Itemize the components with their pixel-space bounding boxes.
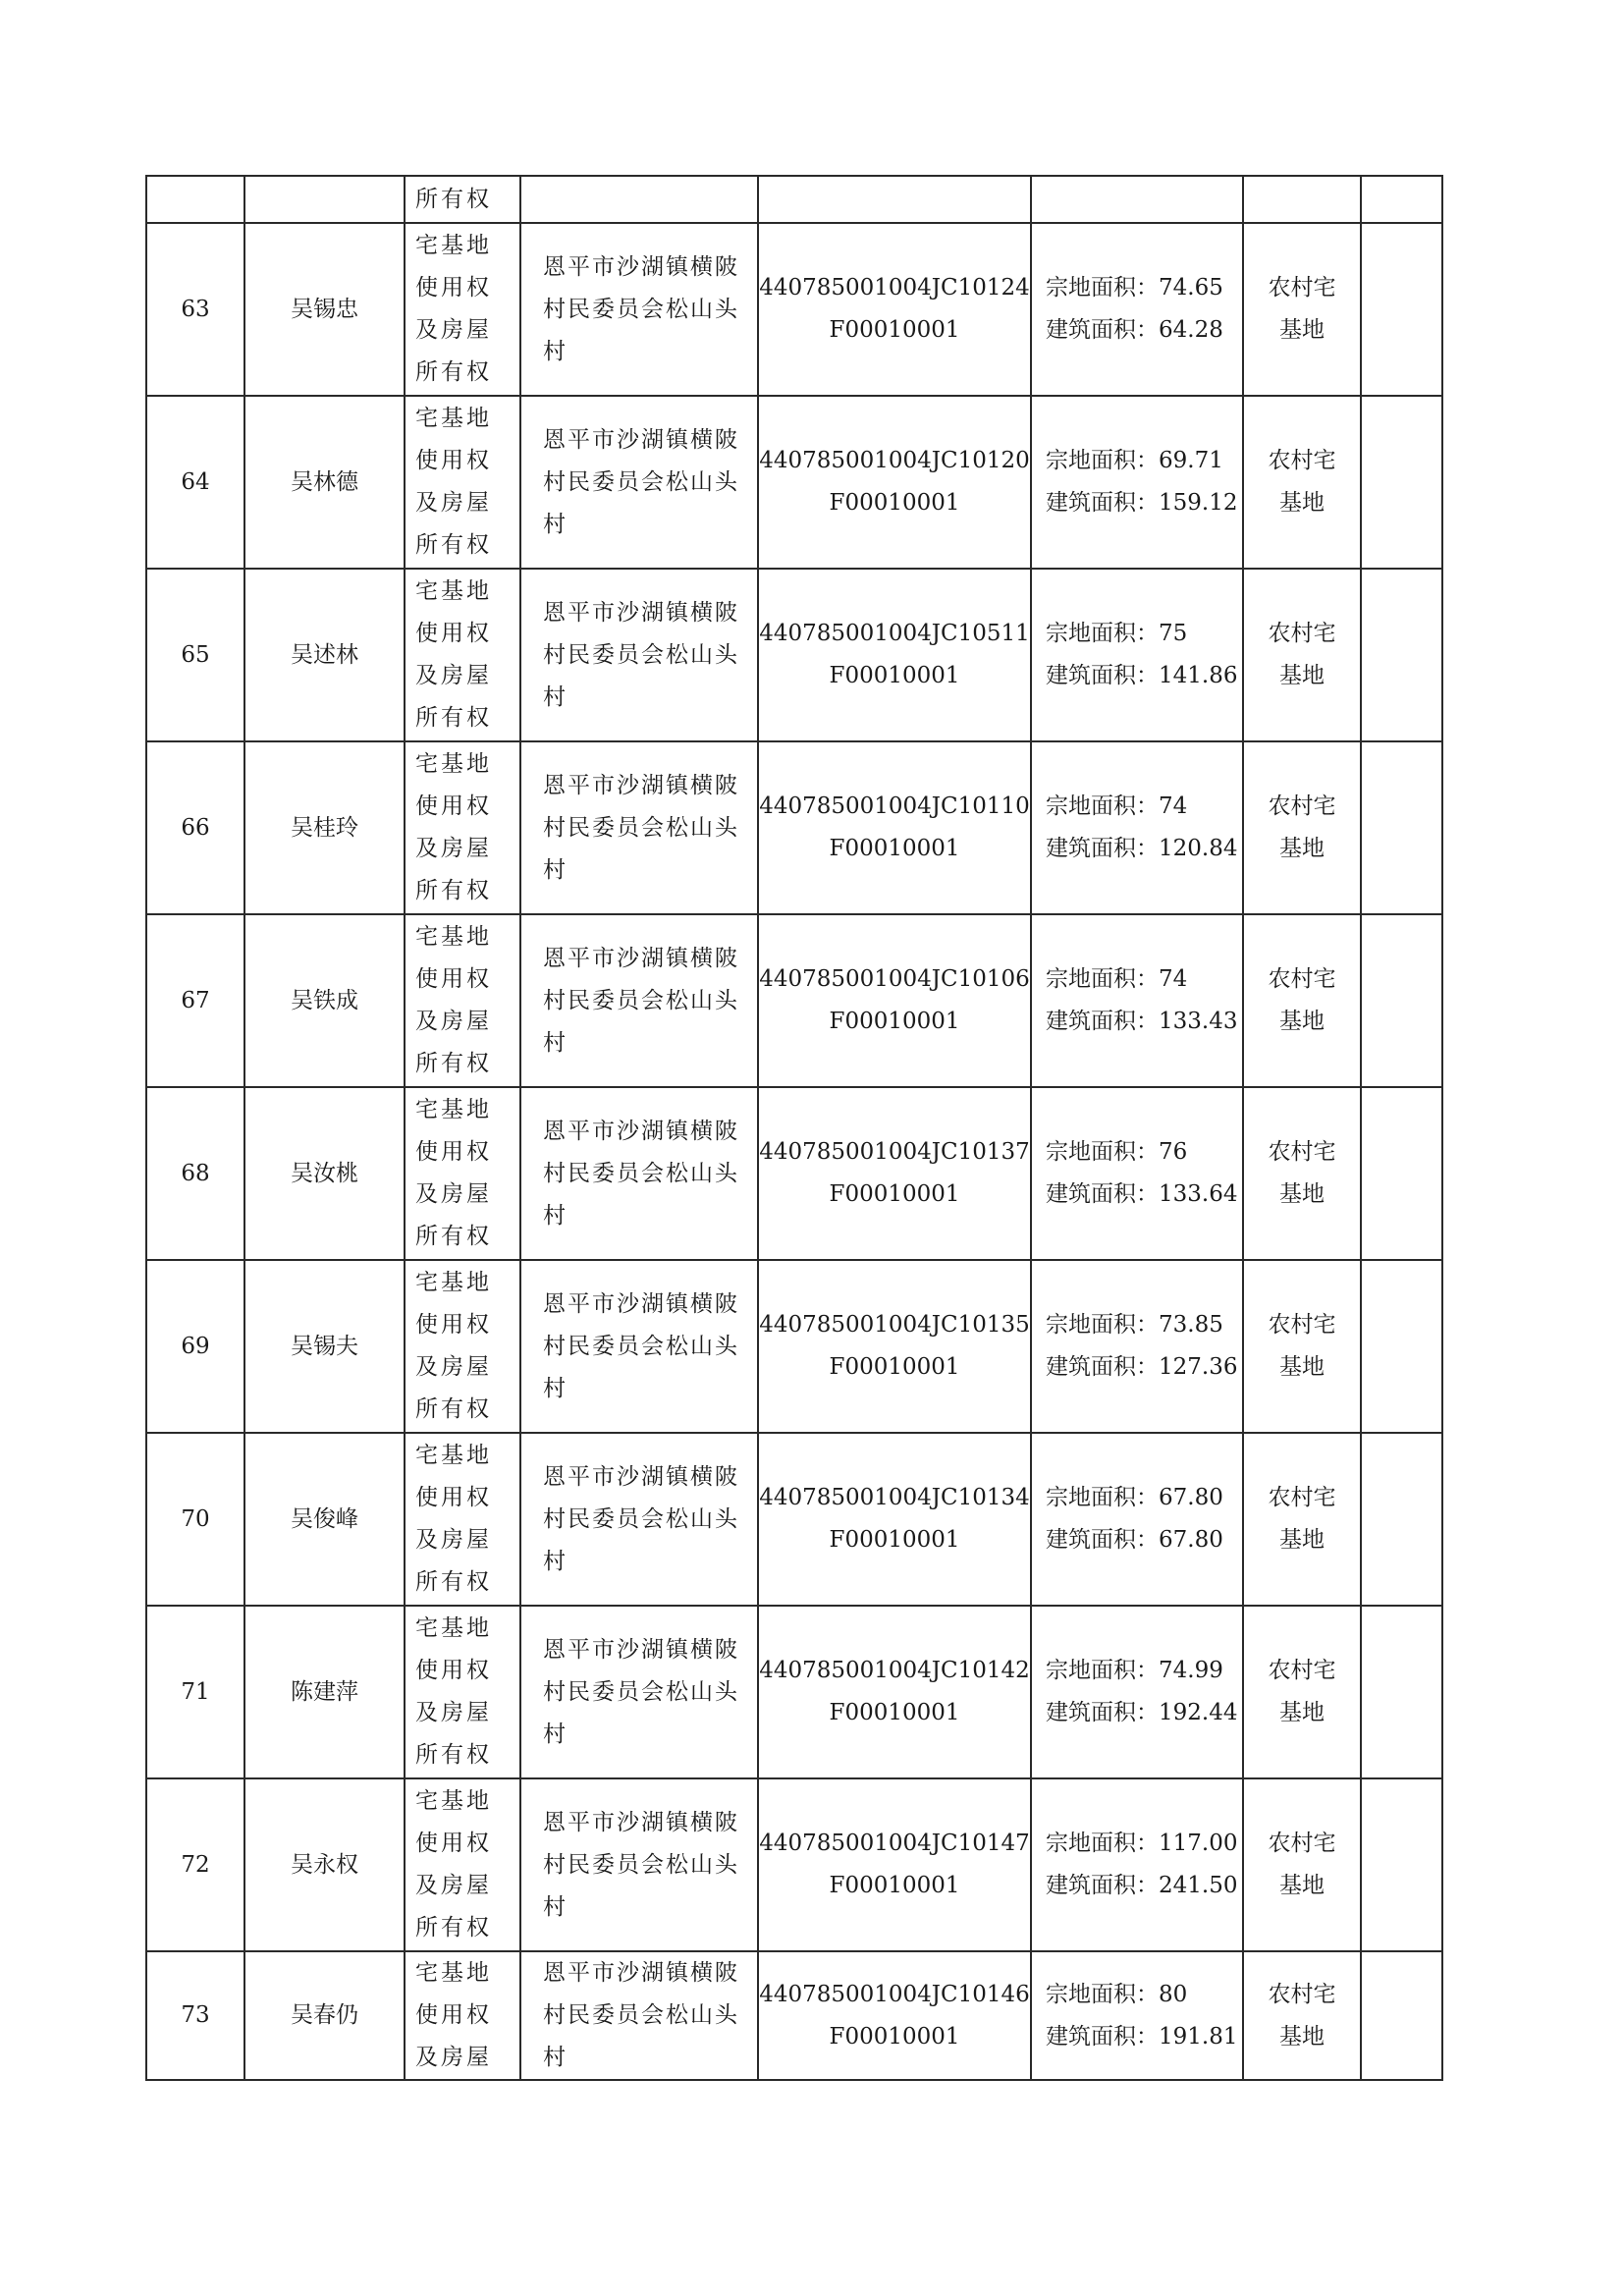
use-line: 农村宅 — [1268, 1831, 1336, 1856]
cell-right-type: 所有权 — [405, 176, 520, 223]
cell-remark — [1361, 1606, 1442, 1778]
cell-right-type — [405, 1087, 520, 1260]
code-line: F00010001 — [829, 1527, 960, 1553]
cell-area — [1031, 741, 1243, 914]
use-line: 农村宅 — [1268, 621, 1336, 646]
code-line: F00010001 — [829, 317, 960, 343]
right-type-line: 所有权 — [415, 1915, 492, 1941]
cell-name: 吴铁成 — [244, 914, 405, 1087]
area-line: 建筑面积：241.50 — [1046, 1873, 1238, 1898]
area-line: 建筑面积：141.86 — [1046, 663, 1238, 688]
table-row — [146, 569, 1442, 741]
cell-code — [758, 569, 1031, 741]
use-line: 基地 — [1279, 1527, 1325, 1553]
location-line: 村 — [543, 683, 568, 710]
location-line: 村民委员会松山头 — [543, 468, 739, 495]
area-line: 建筑面积：64.28 — [1046, 317, 1223, 343]
area-line: 宗地面积：74 — [1046, 793, 1188, 819]
cell-remark — [1361, 223, 1442, 396]
cell-area — [1031, 1606, 1243, 1778]
cell-name: 吴桂玲 — [244, 741, 405, 914]
right-type-line: 宅基地 — [415, 406, 492, 431]
area-line: 建筑面积：127.36 — [1046, 1354, 1238, 1380]
location-line: 恩平市沙湖镇横陂 — [543, 599, 739, 626]
use-line: 基地 — [1279, 1700, 1325, 1725]
use-line: 基地 — [1279, 1873, 1325, 1898]
cell-code — [758, 1087, 1031, 1260]
cell-area — [1031, 569, 1243, 741]
use-line: 基地 — [1279, 317, 1325, 343]
cell-use — [1243, 569, 1361, 741]
right-type-line: 所有权 — [415, 1569, 492, 1595]
location-line: 村民委员会松山头 — [543, 1678, 739, 1705]
cell-location — [520, 223, 758, 396]
code-line: 440785001004JC10147 — [759, 1831, 1030, 1856]
table-row — [146, 741, 1442, 914]
area-line: 建筑面积：192.44 — [1046, 1700, 1238, 1725]
right-type-line: 所有权 — [415, 1051, 492, 1076]
area-line: 宗地面积：74.65 — [1046, 275, 1223, 301]
right-type-line: 及房屋 — [415, 1009, 492, 1034]
cell-no: 72 — [146, 1778, 244, 1951]
location-line: 恩平市沙湖镇横陂 — [543, 945, 739, 971]
code-line: F00010001 — [829, 2023, 960, 2050]
right-type-line: 使用权 — [415, 275, 492, 301]
cell-name — [244, 176, 405, 223]
cell-no: 67 — [146, 914, 244, 1087]
use-line: 农村宅 — [1268, 275, 1336, 301]
right-type-line: 及房屋 — [415, 836, 492, 861]
location-line: 村民委员会松山头 — [543, 1333, 739, 1359]
location-line: 村 — [543, 856, 568, 883]
area-line: 建筑面积：133.43 — [1046, 1009, 1238, 1034]
area-line: 宗地面积：69.71 — [1046, 448, 1223, 473]
area-line: 建筑面积：133.64 — [1046, 1181, 1238, 1207]
registry-table — [145, 175, 1443, 2081]
code-line: F00010001 — [829, 1354, 960, 1380]
cell-use — [1243, 1433, 1361, 1606]
cell-location — [520, 1606, 758, 1778]
right-type-line: 使用权 — [415, 1831, 492, 1856]
cell-remark — [1361, 1260, 1442, 1433]
location-line: 村民委员会松山头 — [543, 1851, 739, 1878]
area-line: 建筑面积：120.84 — [1046, 836, 1238, 861]
right-type-line: 及房屋 — [415, 2045, 492, 2070]
cell-location — [520, 569, 758, 741]
cell-code — [758, 1951, 1031, 2080]
use-line: 农村宅 — [1268, 1485, 1336, 1510]
use-line: 基地 — [1279, 490, 1325, 516]
cell-use — [1243, 1260, 1361, 1433]
right-type-line: 使用权 — [415, 1139, 492, 1165]
cell-remark — [1361, 176, 1442, 223]
location-line: 恩平市沙湖镇横陂 — [543, 1636, 739, 1663]
cell-code — [758, 1433, 1031, 1606]
code-line: F00010001 — [829, 836, 960, 861]
cell-location — [520, 914, 758, 1087]
right-type-line: 及房屋 — [415, 1873, 492, 1898]
cell-no: 68 — [146, 1087, 244, 1260]
code-line: F00010001 — [829, 1873, 960, 1898]
code-line: F00010001 — [829, 1181, 960, 1207]
right-type-line: 使用权 — [415, 1658, 492, 1683]
cell-name: 吴汝桃 — [244, 1087, 405, 1260]
cell-code — [758, 914, 1031, 1087]
cell-area — [1031, 223, 1243, 396]
cell-right-type — [405, 1778, 520, 1951]
right-type-line: 使用权 — [415, 1312, 492, 1338]
location-line: 村 — [543, 1548, 568, 1574]
right-type-line: 及房屋 — [415, 1181, 492, 1207]
table-row — [146, 396, 1442, 569]
right-type-line: 使用权 — [415, 966, 492, 992]
cell-name: 吴林德 — [244, 396, 405, 569]
location-line: 村 — [543, 1893, 568, 1920]
code-line: 440785001004JC10134 — [759, 1485, 1030, 1510]
cell-no: 69 — [146, 1260, 244, 1433]
code-line: 440785001004JC10120 — [759, 448, 1030, 473]
cell-right-type — [405, 741, 520, 914]
code-line: 440785001004JC10146 — [759, 1981, 1030, 2007]
right-type-line: 使用权 — [415, 2002, 492, 2028]
cell-name: 吴春仍 — [244, 1951, 405, 2080]
right-type-line: 宅基地 — [415, 1443, 492, 1468]
cell-use — [1243, 223, 1361, 396]
area-line: 宗地面积：74 — [1046, 966, 1188, 992]
location-line: 村 — [543, 338, 568, 364]
area-line: 宗地面积：67.80 — [1046, 1485, 1223, 1510]
use-line: 基地 — [1279, 1009, 1325, 1034]
cell-name: 吴锡夫 — [244, 1260, 405, 1433]
location-line: 恩平市沙湖镇横陂 — [543, 1809, 739, 1835]
right-type-line: 使用权 — [415, 1485, 492, 1510]
location-line: 恩平市沙湖镇横陂 — [543, 1290, 739, 1317]
cell-remark — [1361, 1433, 1442, 1606]
location-line: 村民委员会松山头 — [543, 2002, 739, 2028]
code-line: 440785001004JC10106 — [759, 966, 1030, 992]
cell-right-type — [405, 1951, 520, 2080]
table-row — [146, 1951, 1442, 2080]
location-line: 村民委员会松山头 — [543, 1505, 739, 1532]
cell-code — [758, 223, 1031, 396]
use-line: 农村宅 — [1268, 966, 1336, 992]
right-type-line: 所有权 — [415, 705, 492, 731]
cell-code — [758, 1260, 1031, 1433]
location-line: 恩平市沙湖镇横陂 — [543, 1463, 739, 1490]
location-line: 村民委员会松山头 — [543, 296, 739, 322]
cell-area — [1031, 914, 1243, 1087]
code-line: F00010001 — [829, 663, 960, 688]
right-type-line: 宅基地 — [415, 924, 492, 950]
location-line: 村 — [543, 511, 568, 537]
cell-area — [1031, 176, 1243, 223]
location-line: 村民委员会松山头 — [543, 1160, 739, 1186]
cell-right-type — [405, 223, 520, 396]
right-type-line: 所有权 — [415, 359, 492, 385]
cell-no: 63 — [146, 223, 244, 396]
area-line: 宗地面积：117.00 — [1046, 1831, 1238, 1856]
right-type-line: 宅基地 — [415, 1960, 492, 1986]
cell-name: 吴锡忠 — [244, 223, 405, 396]
location-line: 村民委员会松山头 — [543, 987, 739, 1013]
use-line: 农村宅 — [1268, 1139, 1336, 1165]
right-type-line: 及房屋 — [415, 317, 492, 343]
use-line: 基地 — [1279, 2023, 1325, 2050]
cell-code — [758, 1606, 1031, 1778]
table-row — [146, 223, 1442, 396]
cell-remark — [1361, 1087, 1442, 1260]
area-line: 宗地面积：76 — [1046, 1139, 1188, 1165]
location-line: 恩平市沙湖镇横陂 — [543, 253, 739, 280]
right-type-line: 使用权 — [415, 793, 492, 819]
cell-remark — [1361, 1951, 1442, 2080]
location-line: 村民委员会松山头 — [543, 814, 739, 841]
right-type-line: 宅基地 — [415, 1097, 492, 1122]
cell-code — [758, 176, 1031, 223]
location-line: 村 — [543, 1721, 568, 1747]
cell-location — [520, 176, 758, 223]
cell-area — [1031, 1433, 1243, 1606]
use-line: 农村宅 — [1268, 1658, 1336, 1683]
location-line: 恩平市沙湖镇横陂 — [543, 772, 739, 798]
cell-remark — [1361, 569, 1442, 741]
right-type-line: 宅基地 — [415, 1788, 492, 1814]
cell-location — [520, 1260, 758, 1433]
right-type-line: 及房屋 — [415, 1354, 492, 1380]
right-type-line: 宅基地 — [415, 233, 492, 258]
right-type-line: 宅基地 — [415, 1615, 492, 1641]
cell-no: 64 — [146, 396, 244, 569]
cell-use — [1243, 1778, 1361, 1951]
right-type-line: 宅基地 — [415, 1270, 492, 1295]
cell-no — [146, 176, 244, 223]
cell-remark — [1361, 741, 1442, 914]
cell-name: 吴永权 — [244, 1778, 405, 1951]
cell-right-type — [405, 914, 520, 1087]
use-line: 农村宅 — [1268, 793, 1336, 819]
cell-no: 65 — [146, 569, 244, 741]
cell-name: 吴述林 — [244, 569, 405, 741]
cell-location — [520, 1778, 758, 1951]
right-type-line: 所有权 — [415, 1224, 492, 1249]
cell-remark — [1361, 1778, 1442, 1951]
cell-use — [1243, 1606, 1361, 1778]
code-line: 440785001004JC10137 — [759, 1139, 1030, 1165]
cell-area — [1031, 1951, 1243, 2080]
cell-right-type — [405, 396, 520, 569]
code-line: 440785001004JC10124 — [759, 275, 1030, 301]
cell-no: 73 — [146, 1951, 244, 2080]
cell-right-type — [405, 1433, 520, 1606]
table-row — [146, 1606, 1442, 1778]
use-line: 农村宅 — [1268, 1981, 1336, 2007]
table-row — [146, 1087, 1442, 1260]
use-line: 基地 — [1279, 836, 1325, 861]
cell-name: 吴俊峰 — [244, 1433, 405, 1606]
location-line: 村 — [543, 1375, 568, 1401]
cell-remark — [1361, 396, 1442, 569]
cell-code — [758, 396, 1031, 569]
right-type-line: 宅基地 — [415, 578, 492, 604]
cell-name: 陈建萍 — [244, 1606, 405, 1778]
cell-use — [1243, 396, 1361, 569]
right-type-line: 及房屋 — [415, 490, 492, 516]
table-row — [146, 1778, 1442, 1951]
cell-use — [1243, 741, 1361, 914]
use-line: 基地 — [1279, 663, 1325, 688]
use-line: 基地 — [1279, 1181, 1325, 1207]
cell-location — [520, 741, 758, 914]
use-line: 农村宅 — [1268, 1312, 1336, 1338]
location-line: 村 — [543, 1202, 568, 1229]
location-line: 村 — [543, 1029, 568, 1056]
location-line: 恩平市沙湖镇横陂 — [543, 1960, 739, 1986]
area-line: 建筑面积：191.81 — [1046, 2023, 1238, 2050]
cell-code — [758, 1778, 1031, 1951]
cell-right-type — [405, 1260, 520, 1433]
area-line: 建筑面积：67.80 — [1046, 1527, 1223, 1553]
location-line: 村民委员会松山头 — [543, 641, 739, 668]
cell-area — [1031, 396, 1243, 569]
table-row — [146, 1433, 1442, 1606]
cell-location — [520, 1951, 758, 2080]
cell-right-type — [405, 569, 520, 741]
cell-use — [1243, 1951, 1361, 2080]
right-type-line: 及房屋 — [415, 663, 492, 688]
use-line: 基地 — [1279, 1354, 1325, 1380]
area-line: 建筑面积：159.12 — [1046, 490, 1238, 516]
cell-use — [1243, 176, 1361, 223]
code-line: 440785001004JC10511 — [759, 621, 1030, 646]
code-line: F00010001 — [829, 1700, 960, 1725]
right-type-line: 使用权 — [415, 621, 492, 646]
continuation-row — [146, 176, 1442, 223]
right-type-line: 使用权 — [415, 448, 492, 473]
right-type-line: 所有权 — [415, 1396, 492, 1422]
right-type-line: 所有权 — [415, 532, 492, 558]
right-type-line: 所有权 — [415, 878, 492, 903]
right-type-line: 所有权 — [415, 1742, 492, 1768]
cell-code — [758, 741, 1031, 914]
cell-location — [520, 396, 758, 569]
cell-area — [1031, 1087, 1243, 1260]
cell-area — [1031, 1778, 1243, 1951]
code-line: F00010001 — [829, 490, 960, 516]
code-line: 440785001004JC10142 — [759, 1658, 1030, 1683]
cell-location — [520, 1433, 758, 1606]
location-line: 恩平市沙湖镇横陂 — [543, 426, 739, 453]
area-line: 宗地面积：75 — [1046, 621, 1188, 646]
right-type-line: 及房屋 — [415, 1527, 492, 1553]
table-row — [146, 914, 1442, 1087]
cell-use — [1243, 1087, 1361, 1260]
cell-no: 71 — [146, 1606, 244, 1778]
use-line: 农村宅 — [1268, 448, 1336, 473]
cell-area — [1031, 1260, 1243, 1433]
right-type-line: 宅基地 — [415, 751, 492, 777]
location-line: 村 — [543, 2045, 568, 2070]
code-line: 440785001004JC10110 — [759, 793, 1030, 819]
area-line: 宗地面积：80 — [1046, 1981, 1188, 2007]
table-row — [146, 1260, 1442, 1433]
code-line: F00010001 — [829, 1009, 960, 1034]
cell-use — [1243, 914, 1361, 1087]
cell-location — [520, 1087, 758, 1260]
cell-right-type — [405, 1606, 520, 1778]
area-line: 宗地面积：73.85 — [1046, 1312, 1223, 1338]
location-line: 恩平市沙湖镇横陂 — [543, 1118, 739, 1144]
area-line: 宗地面积：74.99 — [1046, 1658, 1223, 1683]
cell-no: 66 — [146, 741, 244, 914]
cell-no: 70 — [146, 1433, 244, 1606]
cell-remark — [1361, 914, 1442, 1087]
right-type-line: 及房屋 — [415, 1700, 492, 1725]
code-line: 440785001004JC10135 — [759, 1312, 1030, 1338]
